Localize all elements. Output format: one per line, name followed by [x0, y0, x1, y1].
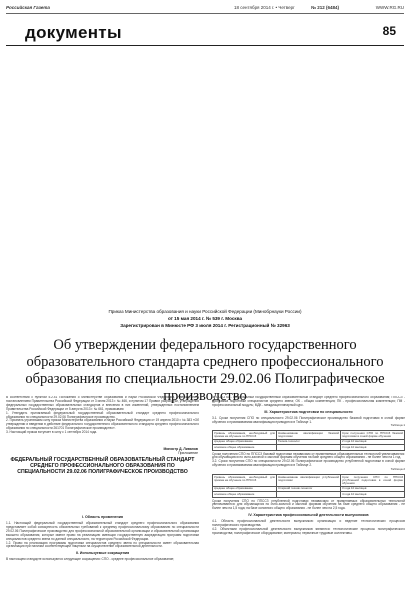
section-divider	[6, 45, 404, 46]
table-1-label: Таблица 1	[390, 423, 405, 428]
table-row	[213, 445, 404, 449]
table-cell: основное общее образование	[213, 445, 277, 449]
section-3-text: 3.1. Сроки получения СПО по специальности 29.02.06 Полиграфическое производство базовой подготовки в очной форме обучения и присваиваемая квалификация приводятся в Таблице 1.	[212, 415, 405, 424]
section-2-text: В настоящем стандарте используются следующие сокращения: СПО - среднее профессиональное образование;	[6, 557, 175, 562]
table-cell: Уровень образования, необходимый для приема на обучение по ППССЗ	[214, 430, 275, 439]
section-3-2-text: 3.2. Сроки получения СПО по специальности 29.02.06 Полиграфическое производство углубленной подготовки в очной форме обучения и присваиваемая квалификация приводятся в Таблице 2.	[212, 459, 405, 468]
section-1-heading: I. Область применения	[81, 515, 124, 520]
table-cell: среднее общее образование	[213, 487, 277, 491]
table-cell: Срок получения СПО по ППССЗ углубленной подготовки в очной форме обучения	[342, 474, 403, 486]
section-1-2-text: 1.2. Право на реализацию программы подготовки специалистов среднего звена по специальности имеет образовательная организация при наличии соответствующей лицензии на осуществление образовательной деятельности.	[6, 540, 199, 549]
table-row	[213, 492, 404, 496]
signature-block	[148, 447, 198, 455]
order-date-line: от 15 мая 2014 г. № 539 г. Москва	[167, 316, 243, 321]
table-cell: Уровень образования, необходимый для приема на обучение по ППССЗ	[213, 475, 277, 486]
newspaper-name: Российская Газета	[6, 5, 50, 10]
standard-heading: ФЕДЕРАЛЬНЫЙ ГОСУДАРСТВЕННЫЙ ОБРАЗОВАТЕЛЬНЫЙ СТАНДАРТ СРЕДНЕГО ПРОФЕССИОНАЛЬНОГО ОБРАЗОВАНИЯ ПО СПЕЦИАЛЬНОСТИ 29.02.06 ПОЛИГРАФИЧЕСКОЕ ПРОИЗВОДСТВО	[10, 457, 195, 476]
table-cell	[277, 445, 341, 449]
order-item-3: 3. Настоящий приказ вступает в силу с 1 сентября 2014 года.	[6, 430, 98, 435]
top-divider	[6, 13, 404, 14]
table-cell: основное общее образование	[213, 492, 277, 496]
site-url[interactable]: WWW.RG.RU	[375, 5, 404, 10]
table-row	[213, 475, 404, 487]
table-cell: Техник-технолог	[277, 440, 341, 444]
table-cell: Наименование квалификации углубленной подготовки	[277, 475, 341, 486]
section-3-heading: III. Характеристика подготовки по специальности	[264, 409, 353, 414]
section-4-2-text: 4.2. Объектами профессиональной деятельности выпускников являются: технологические процессы полиграфического производства; полиграфическое оборудование; материалы; первичные трудовые коллективы.	[212, 526, 405, 535]
issue-number: № 212 (6484)	[311, 5, 340, 10]
table-cell	[277, 492, 341, 496]
table-1-note: Сроки получения СПО по ППССЗ базовой подготовки независимо от применяемых образовательных технологий увеличиваются: для обучающихся по очно-заочной и заочной формам обучения на базе среднего общего образования - не более чем на 1 год.	[212, 451, 405, 460]
section-title: документы	[25, 23, 122, 42]
order-registration: Зарегистрирован в Минюсте РФ 3 июля 2014 г. Регистрационный № 32963	[120, 323, 290, 328]
order-issuer: Приказ Министерства образования и науки Российской Федерации (Минобрнауки России)	[108, 309, 302, 314]
intro-paragraph: В соответствии с пунктом 5.2.41 Положения о Министерстве образования и науки Российской Федерации, утвержденного постановлением Правительства Российской Федерации от 3 июня 2013 г. № 466, и пунктом 17 Правил разработки, утверждения федеральных государственных образовательных стандартов и внесения в них изменений, утвержденных постановлением Правительства Российской Федерации от 5 августа 2013 г. № 661, приказываю:	[6, 396, 199, 411]
abbreviations-text: ФГОС СПО - федеральный государственный образовательный стандарт среднего профессионального образования; ППССЗ - программа подготовки специалистов среднего звена; ОК - общая компетенция; ПК - профессиональная компетенция; ПМ - профессиональный модуль; МДК - междисциплинарный курс.	[212, 396, 405, 407]
order-item-2: 2. Признать утратившим силу приказ Министерства образования и науки Российской Федерации от 19 апреля 2010 г. № 383 «Об утверждении и введении в действие федерального государственного образовательного стандарта среднего профессионального образования по специальности 261701 Полиграфическое производство».	[6, 418, 199, 431]
table-cell: 3 года 10 месяцев	[342, 486, 367, 491]
table-2	[212, 474, 405, 497]
table-cell: 4 года 10 месяцев	[342, 491, 367, 496]
table-cell: Срок получения СПО по ППССЗ базовой подготовки в очной форме обучения	[342, 430, 403, 439]
table-cell: Старший техник-технолог	[277, 487, 341, 491]
top-bar	[6, 4, 404, 12]
page-number: 85	[382, 24, 396, 38]
section-2-heading: II. Используемые сокращения	[75, 551, 130, 556]
table-2-note: Сроки получения СПО по ППССЗ углубленной подготовки независимо от применяемых образовательных технологий увеличиваются: для обучающихся по очно-заочной и заочной формам обучения на базе среднего общего образования - не более чем на 1,5 года; на базе основного общего образования - не более чем на 2,5 года.	[212, 498, 405, 511]
appendix-label: Приложение	[178, 451, 198, 455]
table-cell: 2 года 10 месяцев	[342, 439, 367, 444]
minister-name: Министр Д. Ливанов	[163, 447, 198, 451]
section-4-heading: IV. Характеристика профессиональной деятельности выпускников	[248, 513, 369, 518]
table-2-label: Таблица 2	[390, 467, 405, 472]
section-1-text: 1.1. Настоящий федеральный государственный образовательный стандарт среднего профессионального образования представляет собой совокупность обязательных требований к среднему профессиональному образованию по специальности 29.02.06 Полиграфическое производство для профессиональной образовательной организации и образовательной организации высшего образования, которые имеют право на реализацию имеющих государственную аккредитацию программ подготовки специалистов среднего звена по данной специальности, на территории Российской Федерации.	[6, 520, 199, 541]
section-4-text: 4.1. Область профессиональной деятельности выпускников: организация и ведение технологических процессов полиграфического производства.	[212, 519, 405, 528]
table-cell: 3 года 10 месяцев	[342, 444, 367, 449]
right-column	[212, 396, 405, 596]
order-item-1: 1. Утвердить прилагаемый федеральный государственный образовательный стандарт среднего профессионального образования по специальности 29.02.06 Полиграфическое производство.	[6, 410, 199, 419]
table-cell: Наименование квалификации базовой подготовки	[278, 430, 339, 439]
issue-date: 18 сентября 2014 г. • Четверг	[234, 5, 295, 10]
left-column	[6, 396, 199, 596]
table-1	[212, 430, 405, 450]
document-title: Об утверждении федерального государственного образовательного стандарта среднего профессионального образования по специальности 29.02.06 Полиграфическое производство	[25, 337, 385, 404]
table-cell: среднее общее образование	[213, 440, 277, 444]
order-header	[0, 308, 410, 329]
